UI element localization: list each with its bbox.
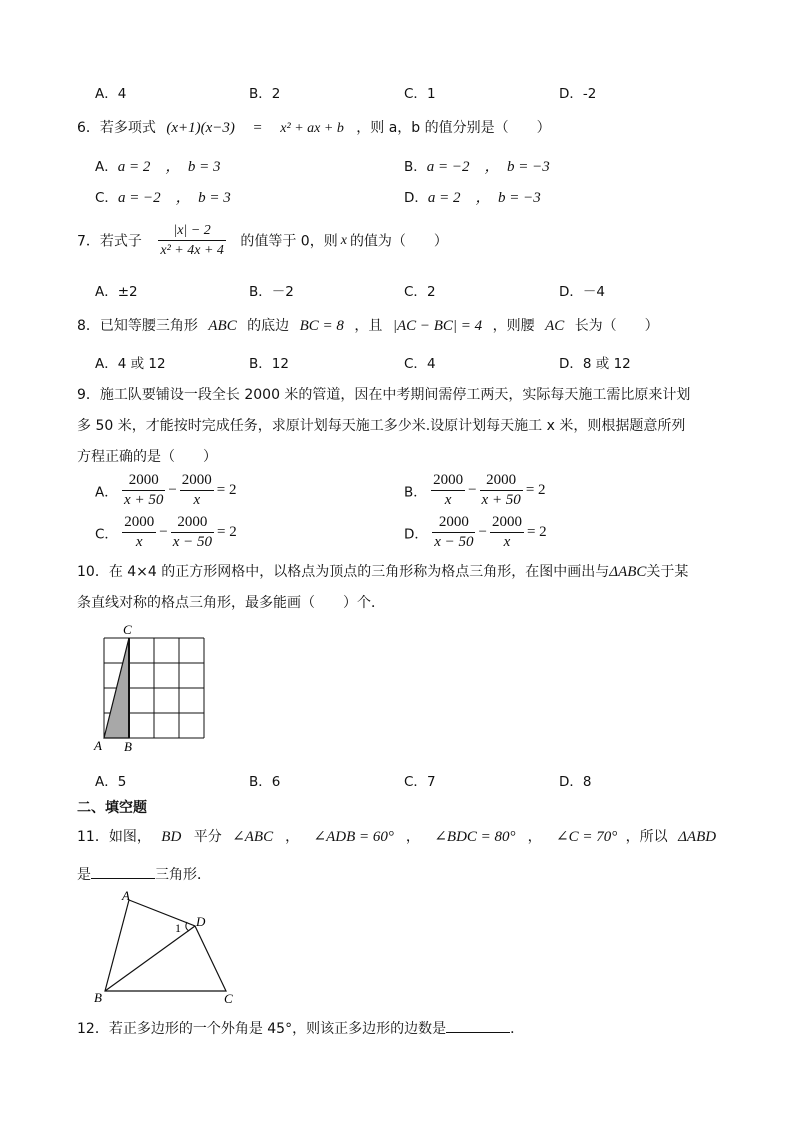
q6-option-a: A．a = 2 ， b = 3 [95, 159, 221, 175]
q9-option-b: B． $\frac{2000}{x}$ − $\frac{2000}{x + 50}$ = 2 [404, 472, 546, 508]
q7-option-c: C．2 [404, 284, 436, 300]
q8-option-d: D．8 或 12 [559, 356, 631, 372]
q9-option-d: D． $\frac{2000}{x - 50}$ − $\frac{2000}{x}$ = 2 [404, 514, 547, 550]
q12-answer-blank[interactable] [446, 1018, 510, 1033]
q6-stem: 6．若多项式 (x+1)(x−3) = x² + ax + b ，则 a，b 的值分别是（ ） [77, 120, 551, 136]
q10-grid-figure [88, 618, 218, 758]
q9-line2: 多 50 米，才能按时完成任务，求原计划每天施工多少米.设原计划每天施工 x 米，则根据题意所列 [77, 418, 686, 434]
q12-stem: 12．若正多边形的一个外角是 45°，则该正多边形的边数是 ． [77, 1018, 524, 1038]
q7-option-b: B．－2 [249, 284, 294, 300]
q7-stem: 7．若式子 $\frac{|x| - 2}{\text{x² + 4x + 4}}$ 的值等于 0，则 x 的值为（ ） [77, 223, 448, 258]
q7-fraction: $\frac{|x| - 2}{\text{x² + 4x + 4}}$ [160, 223, 224, 258]
q6-option-c: C．a = −2 ， b = 3 [95, 190, 231, 206]
label-c: C [224, 991, 233, 1006]
q11-quadrilateral-figure [88, 886, 248, 1008]
q10-option-a: A．5 [95, 774, 127, 790]
q6-option-d: D．a = 2 ， b = −3 [404, 190, 541, 206]
q11-stem: 11．如图， BD 平分 ∠ABC ， ∠ADB = 60° ， ∠BDC = 80° ， ∠C = 70° ，所以 ΔABD [77, 829, 717, 845]
q5-option-c: C．1 [404, 86, 436, 102]
q8-stem: 8．已知等腰三角形 ABC 的底边 BC = 8 ，且 |AC − BC| = 4 ，则腰 AC 长为（ ） [77, 318, 659, 334]
q10-option-b: B．6 [249, 774, 281, 790]
q9-line1: 9．施工队要铺设一段全长 2000 米的管道，因在中考期间需停工两天，实际每天施工需比原来计划 [77, 387, 691, 403]
q6-option-b: B．a = −2 ， b = −3 [404, 159, 550, 175]
q11-answer-blank[interactable] [91, 864, 155, 879]
label-c: C [123, 622, 132, 637]
label-d: D [196, 914, 206, 929]
q11-line2: 是 三角形． [77, 864, 211, 884]
q5-option-a: A．4 [95, 86, 127, 102]
label-angle-1: 1 [175, 921, 181, 935]
section-fill-in-blank-title: 二、填空题 [77, 800, 147, 816]
label-a: A [122, 888, 130, 903]
q9-option-c: C． $\frac{2000}{x}$ − $\frac{2000}{x - 50}$ = 2 [95, 514, 237, 550]
q10-option-c: C．7 [404, 774, 436, 790]
label-b: B [94, 990, 102, 1005]
q5-option-b: B．2 [249, 86, 281, 102]
q7-option-d: D．－4 [559, 284, 605, 300]
q9-option-a: A． $\frac{2000}{x + 50}$ − $\frac{2000}{x}$ = 2 [95, 472, 237, 508]
q10-option-d: D．8 [559, 774, 592, 790]
q10-line1: 10．在 4×4 的正方形网格中，以格点为顶点的三角形称为格点三角形，在图中画出与ΔABC关于某 [77, 564, 689, 580]
q8-option-b: B．12 [249, 356, 289, 372]
q8-option-a: A．4 或 12 [95, 356, 166, 372]
q10-line2: 条直线对称的格点三角形，最多能画（ ）个． [77, 595, 385, 611]
label-b: B [124, 739, 132, 754]
q7-option-a: A．±2 [95, 284, 138, 300]
q9-line3: 方程正确的是（ ） [77, 449, 217, 465]
diagonal-bd [105, 926, 195, 991]
q8-option-c: C．4 [404, 356, 436, 372]
q5-option-d: D．-2 [559, 86, 597, 102]
label-a: A [94, 738, 102, 753]
